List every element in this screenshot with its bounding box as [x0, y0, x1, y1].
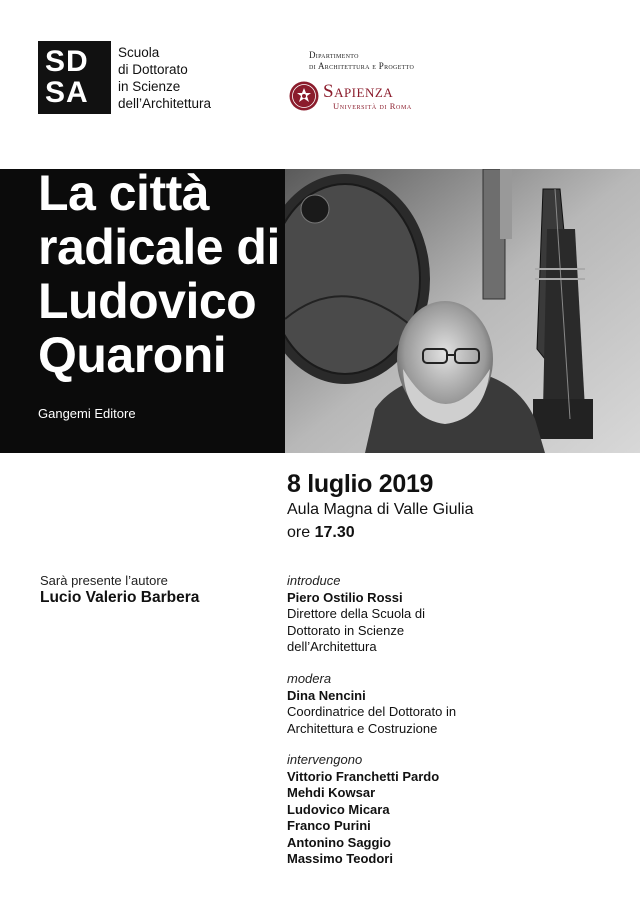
speakers-list — [287, 769, 439, 868]
speaker-desc: Architettura e Costruzione — [287, 720, 438, 736]
university-name: Sapienza — [323, 81, 394, 102]
school-name-line: di Dottorato — [118, 62, 188, 77]
program-introduce — [287, 573, 425, 656]
title-line: radicale di — [38, 219, 280, 275]
program-intervengono — [287, 752, 439, 868]
school-name-line: Scuola — [118, 45, 160, 60]
role-label: intervengono — [287, 752, 363, 767]
event-time-prefix: ore — [287, 524, 311, 541]
title-line: Quaroni — [38, 327, 227, 383]
speaker-name: Ludovico Micara — [287, 801, 390, 817]
university-subtitle: Università di Roma — [333, 101, 412, 111]
portrait-photo — [285, 169, 640, 453]
event-time — [287, 524, 355, 542]
logo-line: SA — [45, 76, 89, 109]
speaker-name: Dina Nencini — [287, 687, 366, 703]
speaker-name: Massimo Teodori — [287, 851, 393, 866]
speaker-name: Piero Ostilio Rossi — [287, 589, 403, 605]
title-line: La città — [38, 165, 210, 221]
book-title — [38, 166, 280, 382]
school-name-line: in Scienze — [118, 79, 181, 94]
role-label: introduce — [287, 573, 341, 588]
department-line: di Architettura e Progetto — [309, 61, 415, 71]
sapienza-seal-icon — [289, 81, 319, 111]
role-label: modera — [287, 671, 332, 686]
speaker-name: Antonino Saggio — [287, 834, 391, 850]
author-name: Lucio Valerio Barbera — [40, 589, 200, 606]
speaker-desc: Direttore della Scuola di — [287, 606, 426, 621]
school-name-line: dell’Architettura — [118, 96, 212, 111]
event-place: Aula Magna di Valle Giulia — [287, 501, 474, 518]
speaker-desc: Dottorato in Scienze — [287, 622, 405, 638]
speaker-name: Franco Purini — [287, 818, 371, 833]
department-line: Dipartimento — [309, 50, 359, 60]
event-time-value: 17.30 — [314, 524, 355, 541]
speaker-desc: Coordinatrice del Dottorato in — [287, 704, 457, 719]
sdsa-logo — [38, 41, 111, 114]
speaker-desc: dell’Architettura — [287, 639, 377, 654]
department-name — [309, 50, 414, 72]
program-modera — [287, 671, 456, 737]
logo-line: SD — [45, 45, 89, 78]
school-name — [118, 44, 211, 112]
author-presence-label: Sarà presente l’autore — [40, 573, 168, 588]
publisher: Gangemi Editore — [38, 406, 136, 421]
speaker-name: Vittorio Franchetti Pardo — [287, 768, 440, 784]
title-line: Ludovico — [38, 273, 257, 329]
speaker-name: Mehdi Kowsar — [287, 785, 376, 800]
event-date: 8 luglio 2019 — [287, 470, 434, 498]
